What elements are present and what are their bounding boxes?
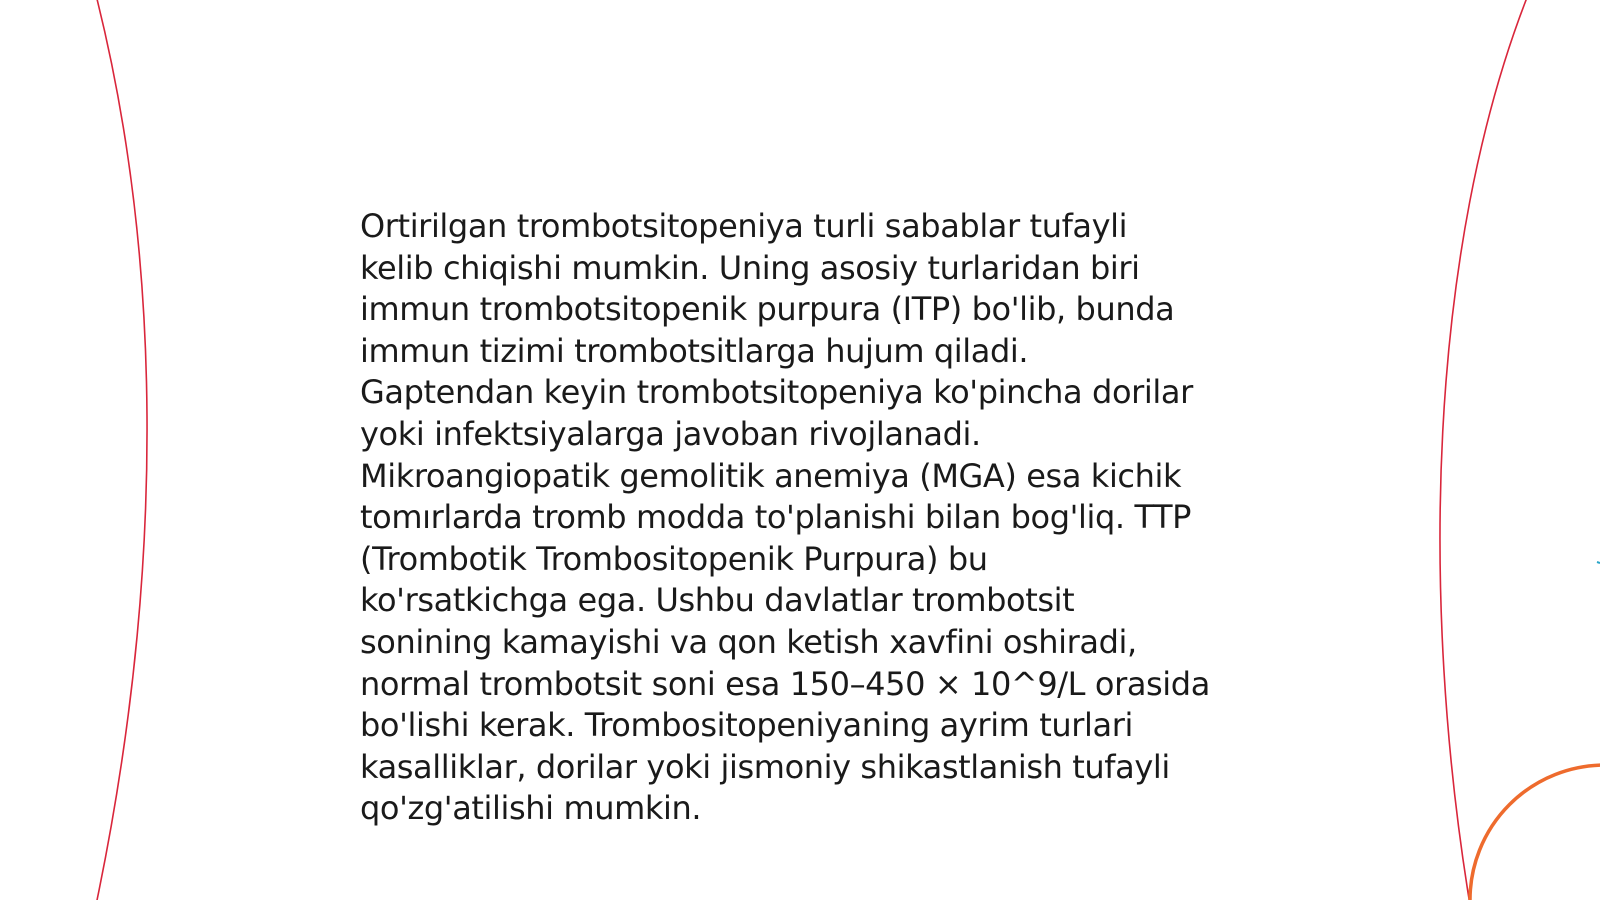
text-line: (Trombotik Trombositopenik Purpura) bu (360, 539, 988, 578)
left-frame-curve (96, 0, 147, 900)
text-line: sonining kamayishi va qon ketish xavfini oshiradi, (360, 622, 1137, 661)
text-line: Gaptendan keyin trombotsitopeniya ko'pincha dorilar (360, 373, 1193, 412)
right-frame-curve (1440, 0, 1528, 900)
text-line: yoki infektsiyalarga javoban rivojlanadi. (360, 414, 981, 453)
text-line: immun tizimi trombotsitlarga hujum qiladi. (360, 331, 1029, 370)
text-line: Ortirilgan trombotsitopeniya turli sabablar tufayli (360, 207, 1128, 245)
text-line: Mikroangiopatik gemolitik anemiya (MGA) esa kichik (360, 456, 1182, 495)
text-line: qo'zg'atilishi mumkin. (360, 789, 702, 828)
text-line: bo'lishi kerak. Trombositopeniyaning ayrim turlari (360, 706, 1133, 745)
text-line: normal trombotsit soni esa 150–450 × 10^9/L orasida (360, 664, 1210, 703)
text-line: tomırlarda tromb modda to'planishi bilan bog'liq. TTP (360, 498, 1192, 537)
text-line: kasalliklar, dorilar yoki jismoniy shikastlanish tufayli (360, 747, 1170, 786)
body-paragraph (360, 206, 1240, 830)
text-line: kelib chiqishi mumkin. Uning asosiy turlaridan biri (360, 248, 1140, 287)
accent-arc (1470, 765, 1600, 900)
text-line: ko'rsatkichga ega. Ushbu davlatlar trombotsit (360, 581, 1075, 620)
text-line: immun trombotsitopenik purpura (ITP) bo'lib, bunda (360, 290, 1175, 329)
